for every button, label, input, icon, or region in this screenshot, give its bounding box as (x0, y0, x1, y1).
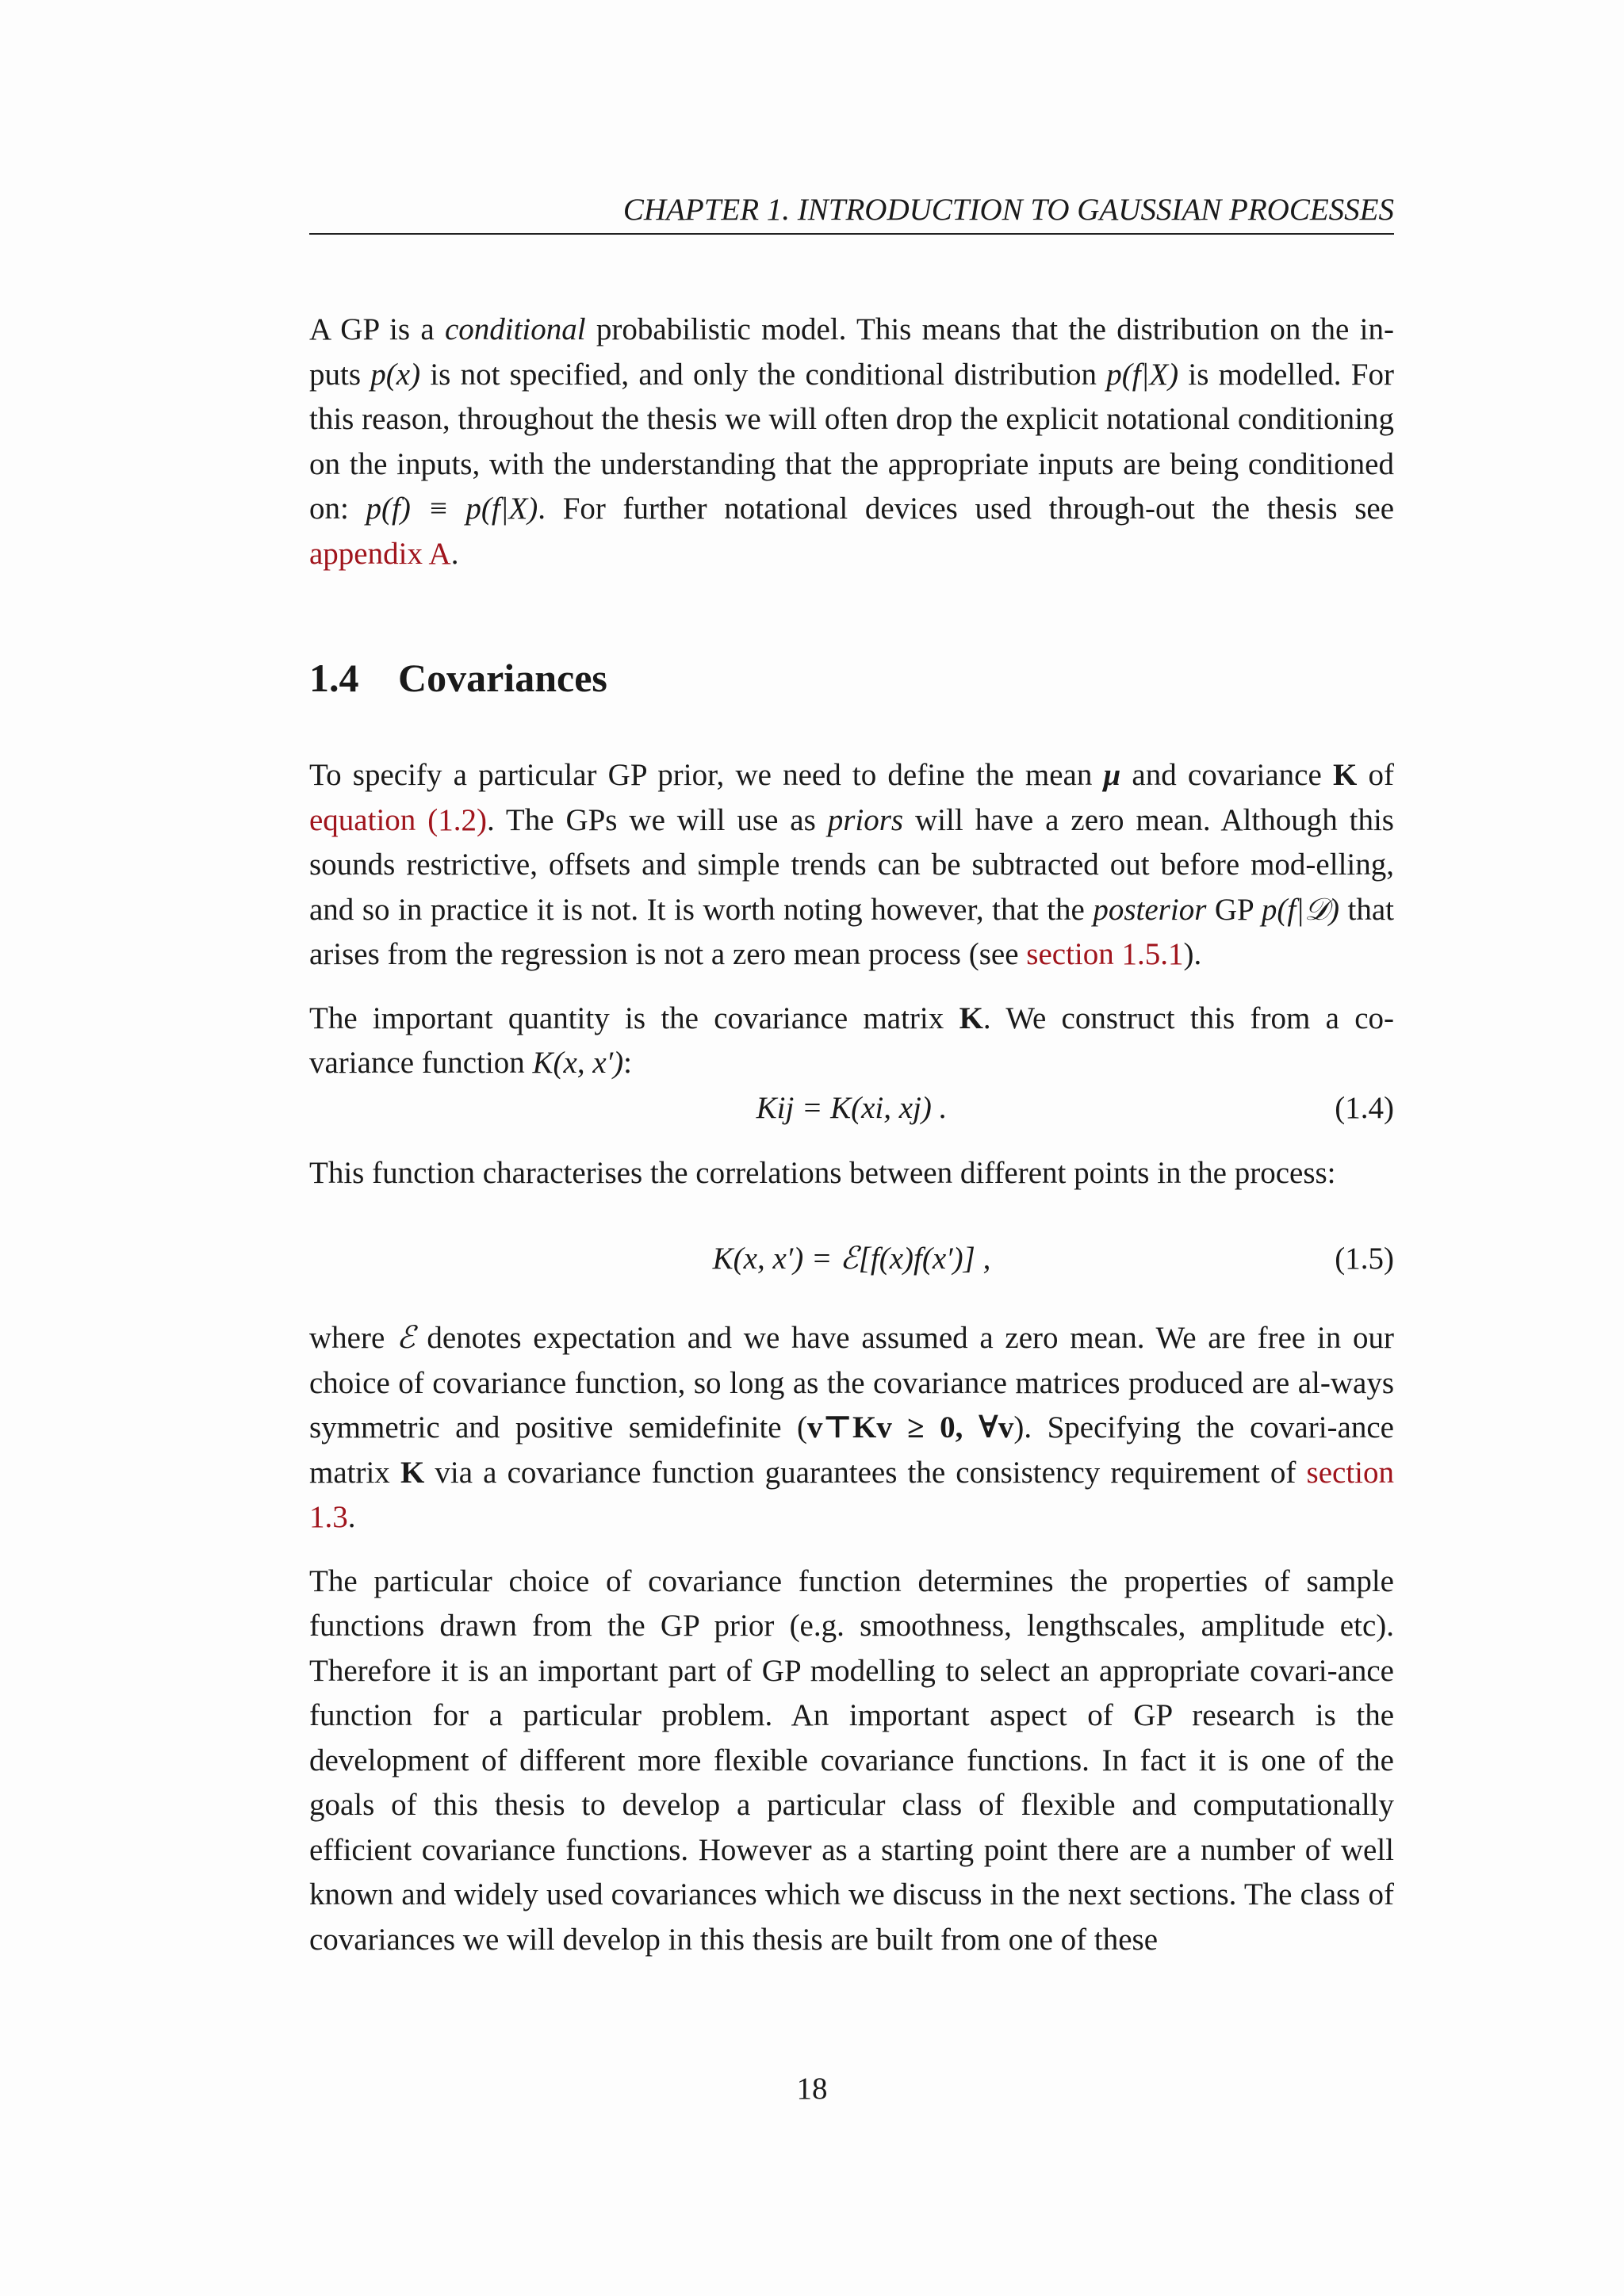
emphasis: conditional (444, 312, 586, 346)
equation-formula: K(x, x′) = ℰ[f(x)f(x′)] , (712, 1242, 991, 1276)
page-number: 18 (796, 2072, 828, 2106)
emphasis: posterior (1093, 892, 1207, 927)
math-inline: p(x) (370, 357, 421, 392)
equation-1-4 (309, 1086, 1394, 1131)
math-inline: p(f|X) (1106, 357, 1179, 392)
paragraph-gp-conditional: A GP is a conditional probabilistic model. This means that the distribution on the in-puts p(x) is not specified, and only the conditional distribution p(f|X) is modelled. For this reason, throughout the thesis we will often drop the explicit notational conditioning on the inputs, with the understanding that the appropriate inputs are being conditioned on: p(f) ≡ p(f|X). For further notational devices used through-out the thesis see appendix A. (309, 312, 1395, 571)
math-inline: K (1332, 758, 1358, 792)
math-inline: v⊤Kv ≥ 0, ∀v (807, 1410, 1014, 1445)
paragraph-correlations: This function characterises the correlations between different points in the process: (309, 1156, 1336, 1190)
paragraph-covariance-choice: The particular choice of covariance function determines the properties of sample functions drawn from the GP prior (e.g. smoothness, lengthscales, amplitude etc). Therefore it is an important part of GP modelling to select an appropriate covari-ance function for a particular problem. An important aspect of GP research is the development of different more flexible covariance functions. In fact it is one of the goals of this thesis to develop a particular class of flexible and computationally efficient covariance functions. However as a starting point there are a number of well known and widely used covariances which we discuss in the next sections. The class of covariances we will develop in this thesis are built from one of these (309, 1563, 1394, 1957)
paragraph-expectation: where ℰ denotes expectation and we have assumed a zero mean. We are free in our choice of covariance function, so long as the covariance matrices produced are al-ways symmetric and positive semidefinite (v⊤Kv ≥ 0, ∀v). Specifying the covari-ance matrix K via a covariance function guarantees the consistency requirement of section 1.3. The particular choice of covariance function determines the properties of sample functions drawn from the GP prior (e.g. smoothness, lengthscales, amplitude etc). Therefore it is an important part of GP modelling to select an appropriate covari-ance function for a particular problem. An important aspect of GP research is the development of different more flexible covariance functions. In fact it is one of the goals of this thesis to develop a particular class of flexible and computationally efficient covariance functions. However as a starting point there are a number of well known and widely used covariances which we discuss in the next sections. The class of covariances we will develop in this thesis are built from one of these (309, 1316, 1394, 1981)
appendix-a-link[interactable]: appendix A (309, 536, 451, 571)
running-header: CHAPTER 1. INTRODUCTION TO GAUSSIAN PROCESSES (309, 190, 1394, 235)
section-heading (309, 650, 607, 706)
equation-number: (1.5) (1335, 1242, 1394, 1276)
section-title: Covariances (398, 656, 607, 700)
section-number: 1.4 (309, 656, 359, 700)
equation-formula: Kij = K(xi, xj) . (756, 1091, 948, 1125)
equation-number: (1.4) (1335, 1091, 1394, 1125)
math-inline: p(f) ≡ p(f|X) (366, 492, 538, 526)
equation-1-5 (309, 1237, 1394, 1281)
emphasis: priors (827, 802, 904, 837)
math-inline: ℰ (396, 1320, 416, 1356)
math-inline: p(f|𝒟) (1261, 892, 1339, 927)
equation-1-2-link[interactable]: equation (1.2) (309, 802, 487, 837)
section-1-5-1-link[interactable]: section 1.5.1 (1026, 937, 1184, 971)
math-inline: K (400, 1455, 425, 1490)
math-inline: K(x, x′) (532, 1046, 624, 1080)
math-inline: μ (1103, 758, 1121, 792)
paragraph-mean-covariance: To specify a particular GP prior, we need to define the mean μ and covariance K of equation (1.2). The GPs we will use as priors will have a zero mean. Although this sounds restrictive, offsets and simple trends can be subtracted out before mod-elling, and so in practice it is not. It is worth noting however, that the posterior GP p(f|𝒟) that arises from the regression is not a zero mean process (see section 1.5.1). The important quantity is the covariance matrix K. We construct this from a co-variance function K(x, x′): (309, 758, 1394, 1080)
math-inline: K (959, 1001, 983, 1035)
section-1-3-link[interactable]: section 1.3 (309, 1455, 1394, 1534)
